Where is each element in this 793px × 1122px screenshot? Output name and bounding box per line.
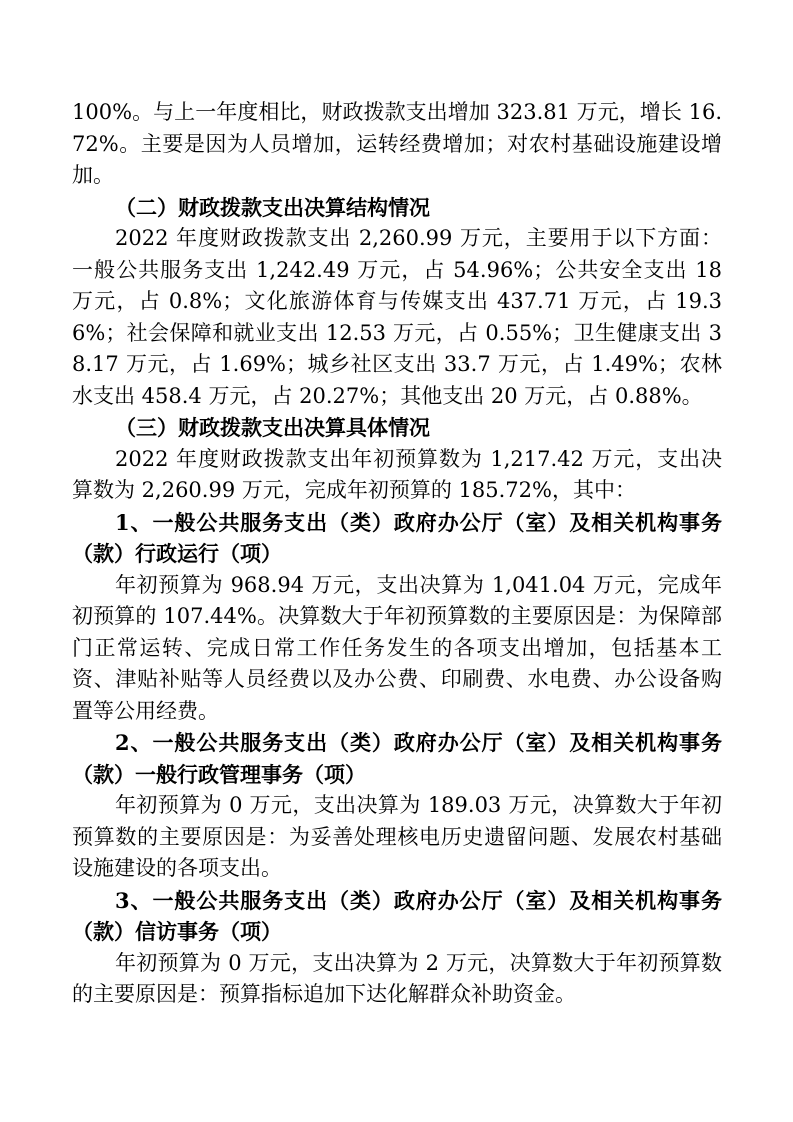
body-paragraph: 2022 年度财政拨款支出 2,260.99 万元，主要用于以下方面：一般公共服务支出 1,242.49 万元，占 54.96%；公共安全支出 18 万元，占 0.8%；文化旅游体育与传媒支出 437.71 万元，占 19.36%；社会保障和就业支出 12.53 万元，占 0.55%；卫生健康支出 38.17 万元，占 1.69%；城乡社区支出 33.7 万元，占 1.49%；农林水支出 458.4 万元，占 20.27%；其他支出 20 万元，占 0.88%。 [72, 226, 722, 408]
item-heading: 1、一般公共服务支出（类）政府办公厅（室）及相关机构事务（款）行政运行（项） [72, 509, 722, 566]
body-paragraph: 年初预算为 0 万元，支出决算为 2 万元，决算数大于年初预算数的主要原因是：预算指标追加下达化解群众补助资金。 [72, 950, 722, 1006]
item-heading: 3、一般公共服务支出（类）政府办公厅（室）及相关机构事务（款）信访事务（项） [72, 887, 722, 944]
body-paragraph: 年初预算为 0 万元，支出决算为 189.03 万元，决算数大于年初预算数的主要原因是：为妥善处理核电历史遗留问题、发展农村基础设施建设的各项支出。 [72, 793, 722, 880]
document-page [72, 97, 722, 1011]
section-heading: （二）财政拨款支出决算结构情况 [115, 194, 430, 220]
body-paragraph: 年初预算为 968.94 万元，支出决算为 1,041.04 万元，完成年初预算的 107.44%。决算数大于年初预算数的主要原因是：为保障部门正常运转、完成日常工作任务发生的各项支出增加，包括基本工资、津贴补贴等人员经费以及办公费、印刷费、水电费、办公设备购置等公用经费。 [72, 572, 722, 723]
item-heading: 2、一般公共服务支出（类）政府办公厅（室）及相关机构事务（款）一般行政管理事务（项） [72, 730, 722, 787]
section-heading: （三）财政拨款支出决算具体情况 [115, 415, 430, 440]
body-paragraph: 2022 年度财政拨款支出年初预算数为 1,217.42 万元，支出决算数为 2,260.99 万元，完成年初预算的 185.72%，其中： [72, 446, 722, 502]
body-paragraph: 100%。与上一年度相比，财政拨款支出增加 323.81 万元，增长 16.72%。主要是因为人员增加，运转经费增加；对农村基础设施建设增加。 [72, 100, 722, 187]
